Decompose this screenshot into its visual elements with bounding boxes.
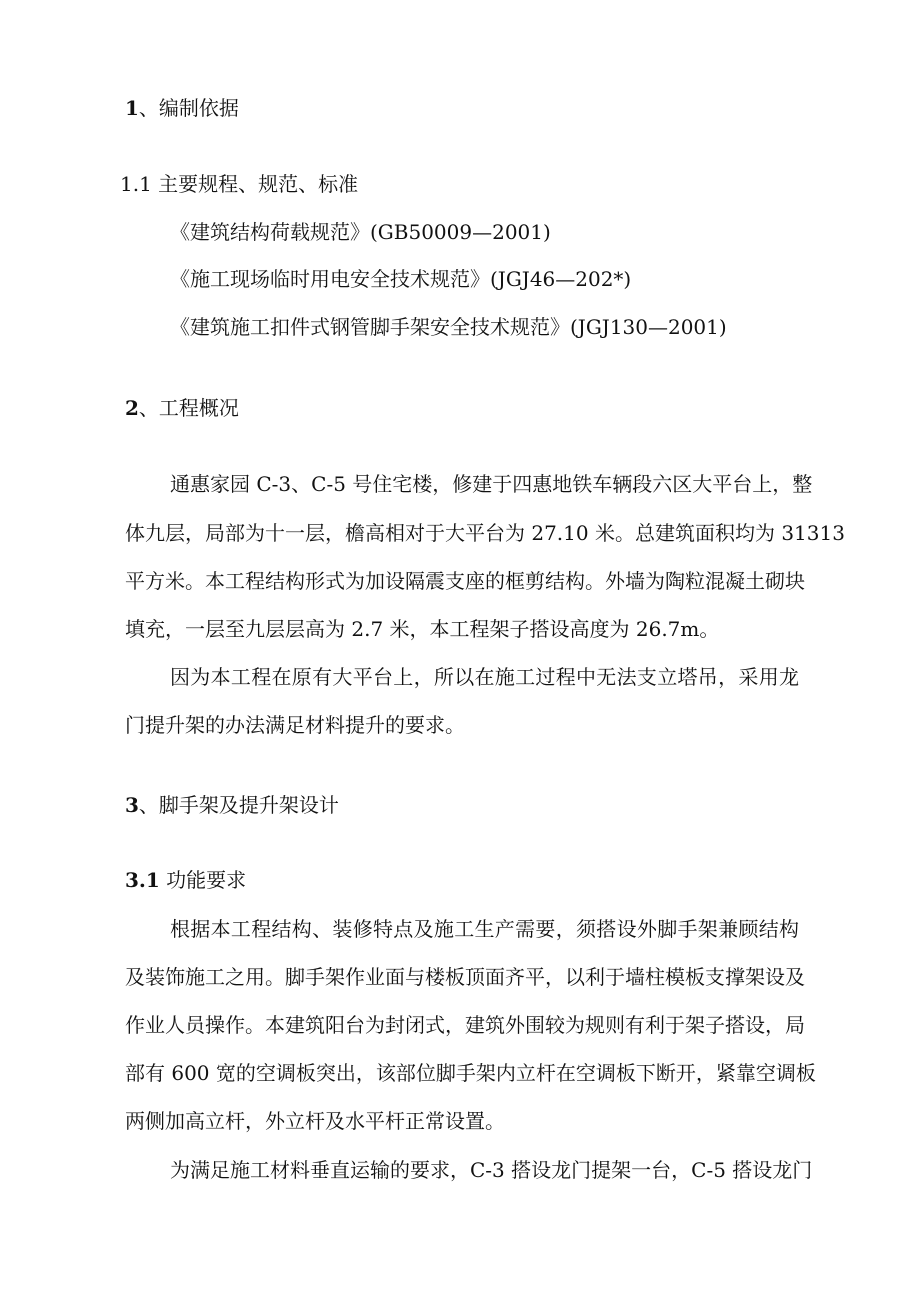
paragraph-line: 填充，一层至九层层高为 2.7 米，本工程架子搭设高度为 26.7m。 xyxy=(125,617,720,641)
section-3-1-title: 功能要求 xyxy=(159,868,247,892)
section-3-1-heading xyxy=(125,866,246,894)
section-2-title: 、工程概况 xyxy=(138,396,239,420)
section-2-heading xyxy=(125,394,239,422)
paragraph-line: 为满足施工材料垂直运输的要求，C-3 搭设龙门提架一台，C-5 搭设龙门 xyxy=(170,1158,813,1182)
section-3-number: 3 xyxy=(125,793,139,817)
paragraph-line: 体九层，局部为十一层，檐高相对于大平台为 27.10 米。总建筑面积均为 31313 xyxy=(125,521,845,545)
section-1-title: 、编制依据 xyxy=(138,96,239,120)
reference-item: 《施工现场临时用电安全技术规范》(JGJ46—202*) xyxy=(170,267,632,291)
section-3-heading xyxy=(125,791,339,819)
section-1-number: 1 xyxy=(125,96,139,120)
paragraph-line: 因为本工程在原有大平台上，所以在施工过程中无法支立塔吊，采用龙 xyxy=(170,665,799,689)
paragraph-line: 作业人员操作。本建筑阳台为封闭式，建筑外围较为规则有利于架子搭设，局 xyxy=(125,1013,805,1037)
section-1-1-heading: 1.1 主要规程、规范、标准 xyxy=(120,172,359,196)
paragraph-line: 及装饰施工之用。脚手架作业面与楼板顶面齐平，以利于墙柱模板支撑架设及 xyxy=(125,965,805,989)
paragraph-line: 通惠家园 C-3、C-5 号住宅楼，修建于四惠地铁车辆段六区大平台上，整 xyxy=(170,472,813,496)
paragraph-line: 平方米。本工程结构形式为加设隔震支座的框剪结构。外墙为陶粒混凝土砌块 xyxy=(125,569,805,593)
reference-item: 《建筑施工扣件式钢管脚手架安全技术规范》(JGJ130—2001) xyxy=(170,315,727,339)
paragraph-line: 门提升架的办法满足材料提升的要求。 xyxy=(125,713,465,737)
paragraph-line: 根据本工程结构、装修特点及施工生产需要，须搭设外脚手架兼顾结构 xyxy=(170,917,799,941)
section-3-title: 、脚手架及提升架设计 xyxy=(138,793,339,817)
section-1-heading xyxy=(125,94,239,122)
section-2-number: 2 xyxy=(125,396,139,420)
paragraph-line: 两侧加高立杆，外立杆及水平杆正常设置。 xyxy=(125,1109,505,1133)
section-3-1-number: 3.1 xyxy=(125,868,160,892)
reference-item: 《建筑结构荷载规范》(GB50009—2001) xyxy=(170,220,551,244)
paragraph-line: 部有 600 宽的空调板突出，该部位脚手架内立杆在空调板下断开，紧靠空调板 xyxy=(125,1061,816,1085)
